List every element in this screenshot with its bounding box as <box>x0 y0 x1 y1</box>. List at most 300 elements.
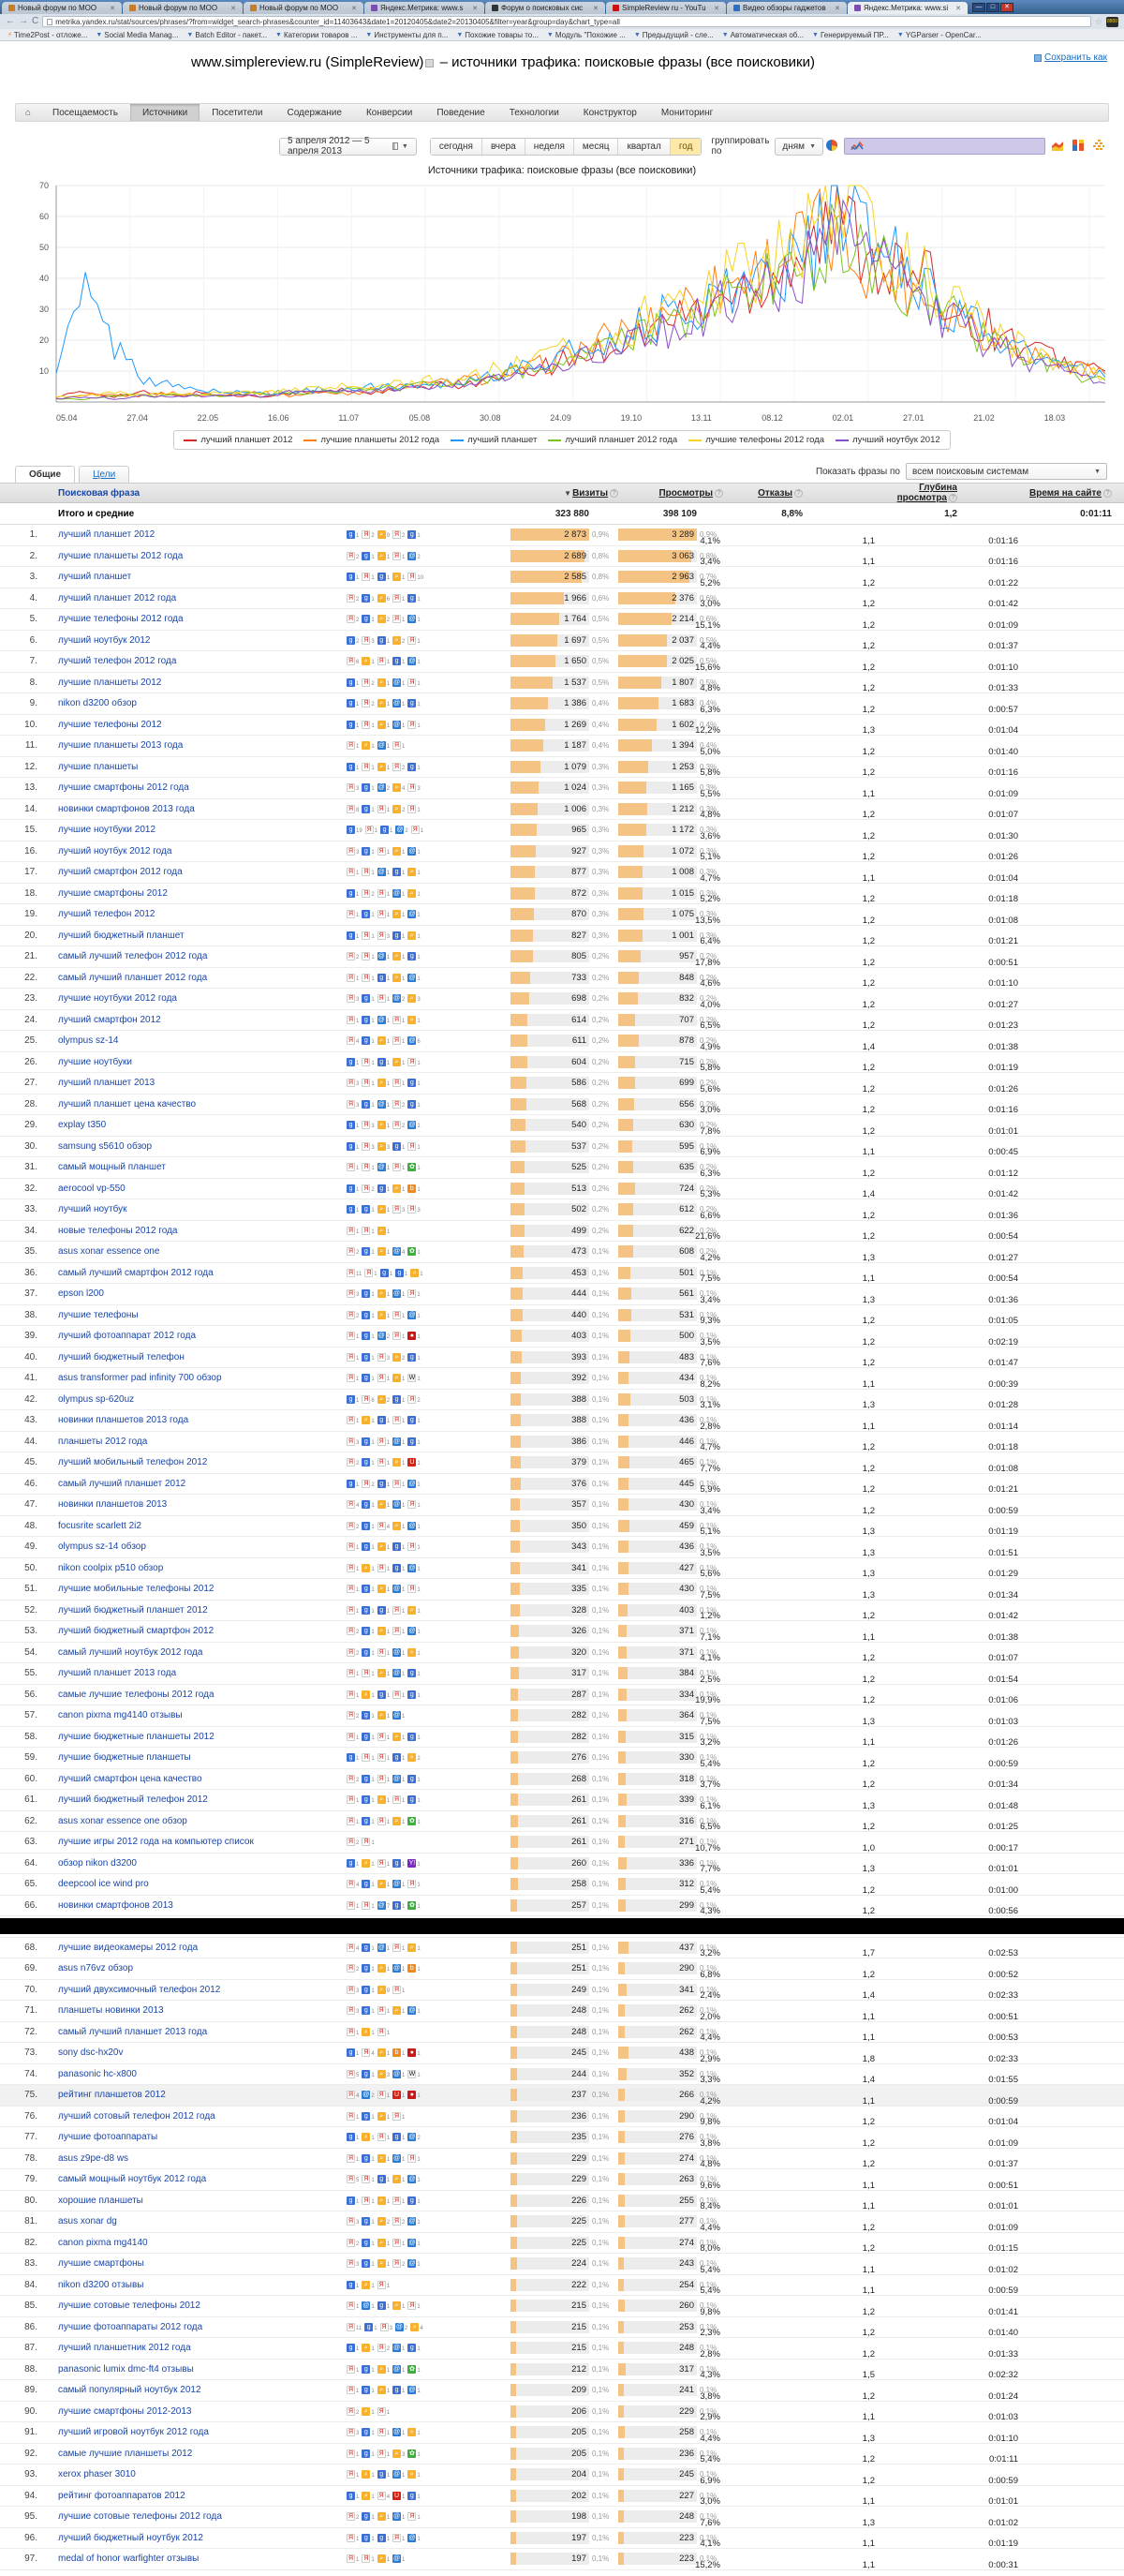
browser-tab-3[interactable] <box>244 2 363 14</box>
search-engine-icon[interactable]: Я <box>348 2429 354 2436</box>
search-engine-icon[interactable]: Я <box>378 2007 384 2015</box>
search-engine-icon[interactable]: Я <box>363 636 369 644</box>
search-engine-icon[interactable]: g <box>362 1036 370 1045</box>
search-engine-icon[interactable]: Я <box>394 531 400 539</box>
phrase-link[interactable]: лучшие бюджетные планшеты 2012 <box>58 1731 214 1742</box>
phrase-link[interactable]: самый мощный ноутбук 2012 года <box>58 2174 207 2185</box>
search-engine-icon[interactable]: U <box>394 2492 400 2499</box>
search-engine-icon[interactable]: Я <box>348 1796 354 1804</box>
search-engine-icon[interactable]: g <box>362 2239 370 2247</box>
search-engine-icon[interactable]: @ <box>408 2260 416 2268</box>
search-engine-icon[interactable]: @ <box>392 700 401 707</box>
search-engine-icon[interactable]: Я <box>363 2176 369 2183</box>
help-icon[interactable]: ? <box>715 489 723 498</box>
search-engine-icon[interactable]: g <box>407 1353 416 1362</box>
phrase-link[interactable]: лучшие ноутбуки <box>58 1056 133 1067</box>
search-engine-icon[interactable]: Я <box>378 911 384 918</box>
search-engine-icon[interactable]: g <box>377 2470 386 2479</box>
phrase-link[interactable]: olympus sp-620uz <box>58 1393 135 1405</box>
search-engine-icon[interactable]: @ <box>362 2092 370 2099</box>
search-engine-icon[interactable]: @ <box>377 1333 385 1340</box>
search-engine-icon[interactable]: Я <box>409 1290 415 1298</box>
search-engine-icon[interactable]: g <box>377 1606 386 1615</box>
search-engine-icon[interactable]: g <box>347 721 355 729</box>
search-engine-icon[interactable]: Я <box>348 2407 354 2415</box>
search-engine-icon[interactable]: Я <box>394 1122 400 1129</box>
search-engine-icon[interactable]: Я <box>348 805 354 812</box>
phrase-link[interactable]: лучшие планшеты 2013 года <box>58 740 184 752</box>
nav-item-конверсии[interactable]: Конверсии <box>365 107 413 118</box>
search-engine-icon[interactable]: @ <box>392 678 401 686</box>
search-engine-icon[interactable]: g <box>392 1395 401 1404</box>
search-engine-icon[interactable]: g <box>407 2196 416 2205</box>
search-engine-icon[interactable]: ⌕ <box>377 1542 386 1551</box>
search-engine-icon[interactable]: Я <box>378 1859 384 1867</box>
search-engine-icon[interactable]: g <box>407 763 416 771</box>
search-engine-icon[interactable]: ⌕ <box>377 1079 386 1087</box>
search-engine-icon[interactable]: g <box>362 2154 370 2163</box>
search-engine-icon[interactable]: Я <box>394 1037 400 1045</box>
search-engine-icon[interactable]: ⌕ <box>377 763 386 771</box>
search-engine-icon[interactable]: g <box>407 2492 416 2500</box>
search-engine-icon[interactable]: ⌕ <box>377 1795 386 1804</box>
window-buttons[interactable] <box>972 3 1013 12</box>
search-engine-icon[interactable]: @ <box>408 847 416 855</box>
phrase-link[interactable]: лучший смартфон цена качество <box>58 1773 202 1784</box>
browser-tab-1[interactable] <box>2 2 122 14</box>
nav-home[interactable] <box>16 104 40 121</box>
phrase-link[interactable]: asus n76vz обзор <box>58 1963 134 1974</box>
search-engine-icon[interactable]: Я <box>394 1690 400 1698</box>
date-range-button[interactable]: 5 апреля 2012 — 5 апреля 2013 ▼ <box>279 138 417 156</box>
search-engine-icon[interactable]: g <box>347 2196 355 2205</box>
search-engine-icon[interactable]: Я <box>394 763 400 770</box>
search-engine-icon[interactable]: ● <box>407 2048 416 2057</box>
search-engine-icon[interactable]: Я <box>363 678 369 686</box>
search-engine-icon[interactable]: g <box>362 2449 370 2458</box>
period-сегодня[interactable]: сегодня <box>431 139 482 155</box>
back-button[interactable]: ← <box>6 16 15 26</box>
search-engine-icon[interactable]: @ <box>408 1522 416 1529</box>
search-engine-icon[interactable]: Я <box>378 2449 384 2457</box>
help-icon[interactable]: ? <box>949 494 957 502</box>
search-engine-icon[interactable]: g <box>377 573 386 581</box>
search-engine-icon[interactable]: ⌕ <box>377 1585 386 1593</box>
search-engine-icon[interactable]: ⌕ <box>377 1880 386 1888</box>
phrase-link[interactable]: новинки смартфонов 2013 года <box>58 803 195 814</box>
search-engine-icon[interactable]: @ <box>408 2534 416 2541</box>
search-engine-icon[interactable]: @ <box>392 1586 401 1593</box>
search-engine-icon[interactable]: g <box>362 615 370 623</box>
search-engine-icon[interactable]: Я <box>394 1016 400 1023</box>
phrase-link[interactable]: новинки планшетов 2013 <box>58 1499 168 1511</box>
search-engine-icon[interactable]: g <box>347 2492 355 2500</box>
search-engine-icon[interactable]: g <box>392 1753 401 1762</box>
search-engine-icon[interactable]: Я <box>409 2513 415 2521</box>
search-engine-icon[interactable]: g <box>347 2133 355 2141</box>
phrase-link[interactable]: самый лучший планшет 2012 <box>58 1478 186 1489</box>
line-chart-icon[interactable] <box>844 138 1045 155</box>
search-engine-icon[interactable]: Я <box>378 2407 384 2415</box>
bookmark-item-5[interactable]: ▼ Инструменты для п... <box>365 30 449 39</box>
search-engine-icon[interactable]: Я <box>348 1648 354 1656</box>
search-engine-icon[interactable]: Я <box>363 1164 369 1171</box>
search-engine-icon[interactable]: g <box>347 889 355 898</box>
search-engine-icon[interactable]: ✿ <box>408 1164 415 1171</box>
search-engine-icon[interactable]: Я <box>409 2302 415 2310</box>
search-engine-icon[interactable]: g <box>377 636 386 645</box>
search-engine-icon[interactable]: Я <box>348 1881 354 1888</box>
phrase-link[interactable]: лучший мобильный телефон 2012 <box>58 1457 208 1468</box>
search-engine-icon[interactable]: g <box>362 2386 370 2394</box>
search-engine-icon[interactable]: Я <box>378 2092 384 2099</box>
phrase-link[interactable]: лучшие смартфоны 2012 года <box>58 782 189 794</box>
search-engine-icon[interactable]: Я <box>348 2555 354 2563</box>
phrase-link[interactable]: лучший планшет 2012 года <box>58 592 177 603</box>
search-engine-icon[interactable]: ⌕ <box>362 2470 370 2479</box>
phrase-link[interactable]: лучшие фотоаппараты <box>58 2132 158 2143</box>
phrase-link[interactable]: самый популярный ноутбук 2012 <box>58 2385 201 2396</box>
nav-item-поведение[interactable]: Поведение <box>436 107 485 118</box>
phrase-link[interactable]: лучшие видеокамеры 2012 года <box>58 1942 199 1953</box>
search-engine-icon[interactable]: g <box>377 974 386 982</box>
search-engine-icon[interactable]: @ <box>408 552 416 559</box>
search-engine-icon[interactable]: g <box>362 1100 370 1109</box>
phrase-link[interactable]: лучший бюджетный телефон <box>58 1351 185 1362</box>
search-engine-icon[interactable]: g <box>377 1690 386 1699</box>
search-engine-icon[interactable]: Я <box>394 1080 400 1087</box>
nav-item-мониторинг[interactable]: Мониторинг <box>660 107 714 118</box>
search-engine-icon[interactable]: g <box>362 1627 370 1635</box>
phrase-link[interactable]: xerox phaser 3010 <box>58 2469 136 2480</box>
search-engine-icon[interactable]: Я <box>348 2112 354 2120</box>
search-engine-icon[interactable]: b <box>407 1964 416 1973</box>
search-engine-icon[interactable]: Я <box>363 1754 369 1762</box>
search-engine-icon[interactable]: g <box>362 1986 370 1994</box>
search-engine-icon[interactable]: @ <box>392 1501 401 1509</box>
close-button[interactable]: ✕ <box>1000 3 1013 12</box>
search-engine-icon[interactable]: ⌕ <box>377 2070 386 2078</box>
search-engine-icon[interactable]: Я <box>348 1037 354 1045</box>
search-engine-icon[interactable]: @ <box>408 1480 416 1487</box>
search-engine-icon[interactable]: g <box>392 657 401 665</box>
phrase-link[interactable]: лучшие телефоны 2012 <box>58 719 162 730</box>
search-engine-icon[interactable]: ⌕ <box>392 2449 401 2458</box>
search-engine-icon[interactable]: Я <box>409 1206 415 1214</box>
search-engine-icon[interactable]: ⌕ <box>392 2301 401 2310</box>
search-engine-icon[interactable]: g <box>347 2048 355 2057</box>
search-engine-icon[interactable]: Я <box>394 1796 400 1804</box>
search-engine-icon[interactable]: Я <box>378 1459 384 1467</box>
search-engine-icon[interactable]: ✿ <box>408 1817 415 1824</box>
search-engine-icon[interactable]: ⌕ <box>377 1205 386 1214</box>
search-engine-icon[interactable]: Я <box>348 1586 354 1593</box>
bookmark-item-7[interactable]: ▼ Модуль "Похожие ... <box>546 30 626 39</box>
search-engine-icon[interactable]: ⌕ <box>377 2154 386 2163</box>
search-engine-icon[interactable]: ⌕ <box>392 636 401 645</box>
search-engine-icon[interactable]: g <box>392 2133 401 2141</box>
search-engine-icon[interactable]: Я <box>348 2365 354 2373</box>
search-engine-icon[interactable]: Я <box>409 784 415 792</box>
phrase-link[interactable]: nikon d3200 отзывы <box>58 2279 144 2290</box>
search-engine-icon[interactable]: ⌕ <box>362 1416 370 1424</box>
search-engine-icon[interactable]: Я <box>348 1965 354 1973</box>
browser-tab-2[interactable] <box>123 2 243 14</box>
search-engine-icon[interactable]: Я <box>348 1817 354 1824</box>
phrase-link[interactable]: samsung s5610 обзор <box>58 1140 153 1152</box>
search-engine-icon[interactable]: ✿ <box>408 2449 415 2457</box>
search-engine-icon[interactable]: ⌕ <box>392 1522 401 1530</box>
phrase-link[interactable]: новинки смартфонов 2013 <box>58 1899 173 1911</box>
search-engine-icon[interactable]: ⌕ <box>362 2344 370 2352</box>
phrase-link[interactable]: лучший двухсимочный телефон 2012 <box>58 1984 221 1995</box>
search-engine-icon[interactable]: @ <box>408 1564 416 1571</box>
search-engine-icon[interactable]: ⌕ <box>392 910 401 918</box>
phrase-link[interactable]: хорошие планшеты <box>58 2195 143 2206</box>
search-engine-icon[interactable]: ⌕ <box>392 1458 401 1467</box>
search-engine-icon[interactable]: Я <box>348 1606 354 1614</box>
search-engine-icon[interactable]: g <box>395 1269 404 1277</box>
search-engine-icon[interactable]: Я <box>378 1437 384 1445</box>
search-engine-icon[interactable]: ⌕ <box>392 1733 401 1741</box>
phrase-link[interactable]: asus transformer pad infinity 700 обзор <box>58 1373 222 1384</box>
phrase-link[interactable]: лучший игровой ноутбук 2012 года <box>58 2427 209 2438</box>
search-engine-icon[interactable]: Я <box>348 1712 354 1720</box>
tab-goals[interactable]: Цели <box>79 466 129 483</box>
search-engine-icon[interactable]: g <box>380 826 389 834</box>
search-engine-icon[interactable]: g <box>362 783 370 792</box>
phrase-link[interactable]: лучшие смартфоны 2012 <box>58 887 168 899</box>
search-engine-icon[interactable]: Я <box>363 953 369 960</box>
phrase-link[interactable]: лучший бюджетный планшет <box>58 930 185 941</box>
search-engine-icon[interactable]: ⌕ <box>362 741 370 750</box>
search-engine-icon[interactable]: g <box>362 1964 370 1973</box>
search-engine-icon[interactable]: ⌕ <box>392 2175 401 2183</box>
search-engine-icon[interactable]: ✿ <box>408 1901 415 1909</box>
search-engine-icon[interactable]: Я <box>394 1480 400 1487</box>
search-engine-icon[interactable]: @ <box>377 953 385 960</box>
phrase-link[interactable]: лучший бюджетный ноутбук 2012 <box>58 2532 203 2543</box>
search-engine-icon[interactable]: U <box>409 1459 415 1467</box>
search-engine-icon[interactable]: Я <box>348 1269 354 1276</box>
search-engine-icon[interactable]: Я <box>348 1080 354 1087</box>
phrase-link[interactable]: лучшие телефоны <box>58 1309 139 1320</box>
search-engine-icon[interactable]: W <box>408 2070 416 2077</box>
search-engine-icon[interactable]: Я <box>394 1417 400 1424</box>
search-engine-icon[interactable]: Я <box>394 1100 400 1108</box>
search-engine-icon[interactable]: Я <box>378 1522 384 1529</box>
phrase-link[interactable]: лучший бюджетный смартфон 2012 <box>58 1626 214 1637</box>
search-engine-icon[interactable]: @ <box>392 1248 401 1256</box>
search-engine-icon[interactable]: Я <box>378 2134 384 2141</box>
search-engine-icon[interactable]: g <box>377 2301 386 2310</box>
search-engine-icon[interactable]: Я <box>363 2555 369 2563</box>
search-engine-icon[interactable]: Я <box>348 2471 354 2479</box>
search-engine-icon[interactable]: ⌕ <box>377 2386 386 2394</box>
search-engine-icon[interactable]: g <box>347 1058 355 1066</box>
group-by-select[interactable]: дням ▼ <box>775 138 823 156</box>
search-engine-icon[interactable]: Я <box>409 1142 415 1150</box>
search-engine-icon[interactable]: Я <box>348 1417 354 1424</box>
search-engine-icon[interactable]: Я <box>378 2492 384 2499</box>
search-engine-icon[interactable]: @ <box>392 1881 401 1888</box>
area-chart-icon[interactable] <box>1049 138 1066 153</box>
phrase-link[interactable]: nikon coolpix p510 обзор <box>58 1562 164 1573</box>
search-engine-icon[interactable]: Я <box>363 700 369 707</box>
search-engine-icon[interactable]: ⌕ <box>377 2048 386 2057</box>
search-engine-icon[interactable]: Я <box>348 1628 354 1635</box>
search-engine-icon[interactable]: Я <box>348 1248 354 1256</box>
search-engine-icon[interactable]: g <box>347 699 355 707</box>
search-engine-icon[interactable]: ⌕ <box>392 1374 401 1382</box>
search-engine-icon[interactable]: ⌕ <box>377 678 386 687</box>
period-год[interactable]: год <box>671 139 702 155</box>
search-engine-icon[interactable]: ⌕ <box>392 573 401 581</box>
col-depth[interactable]: Глубина просмотра ? <box>896 483 957 503</box>
legend-item[interactable]: лучший планшет <box>451 435 537 445</box>
search-engine-icon[interactable]: @ <box>408 2387 416 2394</box>
search-engine-icon[interactable]: g <box>347 826 355 834</box>
search-engine-icon[interactable]: ⌕ <box>377 2239 386 2247</box>
search-engine-icon[interactable]: Я <box>363 1395 369 1403</box>
search-engine-icon[interactable]: Я <box>348 2176 354 2183</box>
search-engine-icon[interactable]: ⌕ <box>362 1859 370 1868</box>
search-engine-icon[interactable]: Я <box>348 1164 354 1171</box>
search-engine-icon[interactable]: g <box>362 1733 370 1741</box>
search-engine-icon[interactable]: Я <box>394 552 400 559</box>
search-engine-icon[interactable]: g <box>407 952 416 960</box>
bookmark-item-3[interactable]: ▼ Batch Editor - пакет... <box>186 30 268 39</box>
search-engine-icon[interactable]: @ <box>392 2345 401 2352</box>
search-engine-icon[interactable]: @ <box>377 1016 385 1023</box>
search-engine-icon[interactable]: Я <box>348 1543 354 1551</box>
nav-item-содержание[interactable]: Содержание <box>287 107 342 118</box>
tab-close-icon[interactable]: ✕ <box>593 5 599 12</box>
nav-item-технологии[interactable]: Технологии <box>509 107 559 118</box>
search-engine-icon[interactable]: @ <box>408 1037 416 1045</box>
search-engine-icon[interactable]: @ <box>408 2239 416 2246</box>
phrase-link[interactable]: самые лучшие телефоны 2012 года <box>58 1689 214 1700</box>
search-engine-icon[interactable]: g <box>362 1775 370 1783</box>
search-engine-icon[interactable]: Я <box>409 1395 415 1403</box>
search-engine-icon[interactable]: ⌕ <box>392 783 401 792</box>
search-engine-icon[interactable]: Я <box>348 1311 354 1318</box>
tab-close-icon[interactable]: ✕ <box>955 5 961 12</box>
search-engine-icon[interactable]: ⌕ <box>377 1669 386 1677</box>
search-engine-icon[interactable]: @ <box>392 1965 401 1973</box>
search-engine-icon[interactable]: ⌕ <box>392 1184 401 1193</box>
search-engine-icon[interactable]: Я <box>348 2449 354 2457</box>
search-engine-icon[interactable]: @ <box>377 1901 385 1909</box>
search-engine-icon[interactable]: Я <box>348 974 354 981</box>
search-engine-icon[interactable]: @ <box>408 2218 416 2226</box>
search-engine-icon[interactable]: Я <box>409 1501 415 1509</box>
search-engine-icon[interactable]: g <box>362 2365 370 2374</box>
search-engine-icon[interactable]: g <box>347 1480 355 1488</box>
search-engine-icon[interactable]: Я <box>363 2196 369 2204</box>
search-engine-icon[interactable]: ⌕ <box>392 847 401 856</box>
search-engine-icon[interactable]: ⌕ <box>407 868 416 876</box>
search-engine-icon[interactable]: g <box>377 1480 386 1488</box>
search-engine-icon[interactable]: Я <box>348 2323 354 2330</box>
search-engine-icon[interactable]: ⌕ <box>377 1311 386 1319</box>
search-engine-icon[interactable]: Я <box>394 594 400 602</box>
search-engine-icon[interactable]: g <box>362 552 370 560</box>
search-engine-icon[interactable]: @ <box>408 616 416 623</box>
phrase-link[interactable]: лучшие мобильные телефоны 2012 <box>58 1584 214 1595</box>
search-engine-icon[interactable]: ⌕ <box>362 2133 370 2141</box>
search-engine-icon[interactable]: g <box>407 1795 416 1804</box>
search-engine-icon[interactable]: Я <box>348 1901 354 1909</box>
search-engine-icon[interactable]: Я <box>348 1100 354 1108</box>
search-engine-icon[interactable]: Я <box>363 531 369 539</box>
phrase-link[interactable]: лучшие смартфоны <box>58 2258 144 2270</box>
bookmark-item-1[interactable]: ⚡ Time2Post - отложе... <box>7 30 88 39</box>
search-engine-icon[interactable]: g <box>362 994 370 1003</box>
search-engine-icon[interactable]: ⌕ <box>407 2470 416 2479</box>
search-engine-icon[interactable]: g <box>362 1817 370 1825</box>
period-неделя[interactable]: неделя <box>525 139 574 155</box>
search-engine-icon[interactable]: g <box>362 1289 370 1298</box>
search-engine-icon[interactable]: g <box>347 573 355 581</box>
phrase-link[interactable]: самый лучший телефон 2012 года <box>58 951 208 962</box>
help-icon[interactable]: ? <box>610 489 618 498</box>
search-engine-icon[interactable]: ⌕ <box>392 1058 401 1066</box>
search-engine-icon[interactable]: Я <box>378 1754 384 1762</box>
reload-button[interactable]: C <box>32 16 39 26</box>
search-engine-icon[interactable]: g <box>362 1943 370 1952</box>
search-engine-icon[interactable]: @ <box>392 1670 401 1677</box>
phrase-link[interactable]: asus xonar essence one обзор <box>58 1815 187 1826</box>
search-engine-icon[interactable]: Я <box>348 2070 354 2077</box>
search-engine-icon[interactable]: ⌕ <box>377 2554 386 2563</box>
search-engine-icon[interactable]: g <box>362 1458 370 1467</box>
phrase-link[interactable]: лучший ноутбук 2012 <box>58 634 151 646</box>
search-engine-icon[interactable]: @ <box>377 784 385 792</box>
search-engine-icon[interactable]: g <box>362 1648 370 1657</box>
search-engine-icon[interactable]: ● <box>407 2091 416 2099</box>
search-engine-icon[interactable]: U <box>394 2092 400 2099</box>
search-engine-icon[interactable]: ⌕ <box>407 931 416 940</box>
search-engine-icon[interactable]: ⌕ <box>377 2365 386 2374</box>
help-icon[interactable]: ? <box>1103 489 1112 498</box>
search-engine-icon[interactable]: Я <box>348 2534 354 2541</box>
legend-item[interactable]: лучший ноутбук 2012 <box>836 435 940 445</box>
search-engine-icon[interactable]: Я <box>378 2429 384 2436</box>
phrase-link[interactable]: лучший бюджетный телефон 2012 <box>58 1794 208 1806</box>
search-engine-icon[interactable]: g <box>392 1564 401 1572</box>
search-engine-icon[interactable]: ⌕ <box>392 974 401 982</box>
search-engine-icon[interactable]: g <box>347 1753 355 1762</box>
search-engine-icon[interactable]: g <box>347 763 355 771</box>
tab-close-icon[interactable]: ✕ <box>472 5 478 12</box>
phrase-link[interactable]: лучший смартфон 2012 <box>58 1014 161 1025</box>
search-engine-icon[interactable]: g <box>407 594 416 603</box>
rds-bar-icon[interactable]: 8800 <box>1106 17 1118 27</box>
search-engine-icon[interactable]: ⌕ <box>362 2492 370 2500</box>
search-engine-icon[interactable]: ⌕ <box>377 1395 386 1404</box>
tab-close-icon[interactable]: ✕ <box>110 5 115 12</box>
search-engine-icon[interactable]: @ <box>362 2302 370 2310</box>
search-engine-icon[interactable]: ⌕ <box>407 994 416 1003</box>
search-engine-icon[interactable]: Я <box>348 1290 354 1298</box>
search-engine-icon[interactable]: Я <box>409 1586 415 1593</box>
search-engine-icon[interactable]: ⌕ <box>407 2428 416 2436</box>
search-engine-icon[interactable]: g <box>362 1795 370 1804</box>
search-engine-icon[interactable]: g <box>407 1437 416 1446</box>
search-engine-icon[interactable]: Я <box>394 1986 400 1993</box>
search-engine-icon[interactable]: g <box>407 699 416 707</box>
